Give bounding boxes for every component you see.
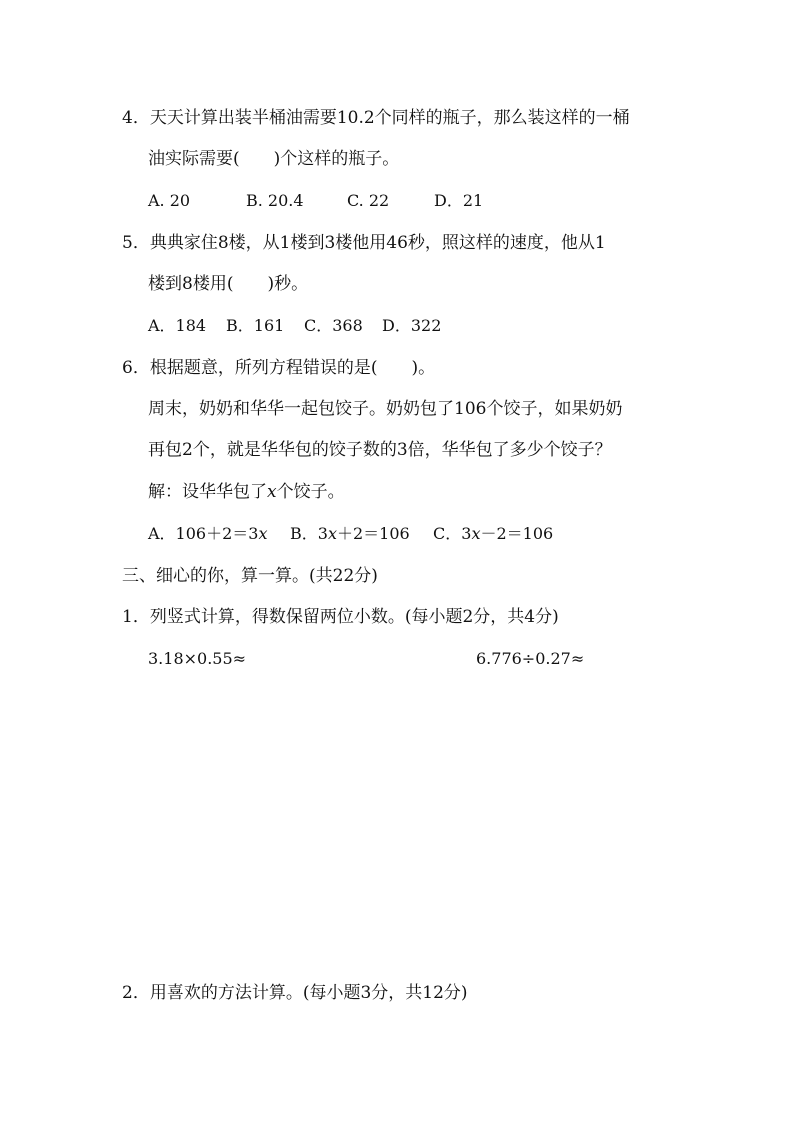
q6-solve-line xyxy=(148,481,345,503)
q6-option-c-label: C．3 xyxy=(433,524,472,543)
q6-option-a-var: x xyxy=(258,524,268,543)
q6-option-c xyxy=(433,523,553,545)
q5-option-b: B．161 xyxy=(226,316,285,335)
q5-option-d: D．322 xyxy=(382,316,442,335)
q6-option-a xyxy=(148,523,268,545)
q5-option-c: C．368 xyxy=(304,316,363,335)
q6-text-line1: 6．根据题意，所列方程错误的是( )。 xyxy=(122,358,436,378)
q4-option-a: A. 20 xyxy=(148,191,191,210)
q6-option-b xyxy=(290,523,410,545)
q4-text-line2: 油实际需要( )个这样的瓶子。 xyxy=(148,149,400,169)
q6-option-a-label: A．106＋2＝3 xyxy=(148,524,259,543)
q5-text-line2: 楼到8楼用( )秒。 xyxy=(148,274,309,294)
section3-sub1: 1．列竖式计算，得数保留两位小数。(每小题2分，共4分) xyxy=(122,607,559,627)
calc-item-1: 3.18×0.55≈ xyxy=(148,649,247,668)
calc-item-2: 6.776÷0.27≈ xyxy=(476,649,585,668)
q4-text-line1: 4．天天计算出装半桶油需要10.2个同样的瓶子，那么装这样的一桶 xyxy=(122,108,630,128)
q6-option-b-var: x xyxy=(327,524,337,543)
q6-story-line1: 周末，奶奶和华华一起包饺子。奶奶包了106个饺子，如果奶奶 xyxy=(148,399,623,419)
q6-solve-prefix: 解：设华华包了 xyxy=(148,482,267,502)
q6-story-line2: 再包2个，就是华华包的饺子数的3倍，华华包了多少个饺子？ xyxy=(148,440,612,460)
section3-heading: 三、细心的你，算一算。(共22分) xyxy=(122,566,378,586)
q6-option-b-rest: ＋2＝106 xyxy=(336,524,410,543)
q4-option-b: B. 20.4 xyxy=(246,191,304,210)
q6-option-b-label: B．3 xyxy=(290,524,328,543)
q6-solve-suffix: 个饺子。 xyxy=(276,482,345,502)
q5-text-line1: 5．典典家住8楼，从1楼到3楼他用46秒，照这样的速度，他从1 xyxy=(122,233,606,253)
q4-option-c: C. 22 xyxy=(347,191,390,210)
q4-option-d: D．21 xyxy=(434,191,484,210)
q5-option-a: A．184 xyxy=(148,316,207,335)
q6-solve-var: x xyxy=(267,482,277,502)
section3-sub2: 2．用喜欢的方法计算。(每小题3分，共12分) xyxy=(122,983,468,1003)
q6-option-c-var: x xyxy=(471,524,481,543)
q6-option-c-rest: －2＝106 xyxy=(480,524,554,543)
